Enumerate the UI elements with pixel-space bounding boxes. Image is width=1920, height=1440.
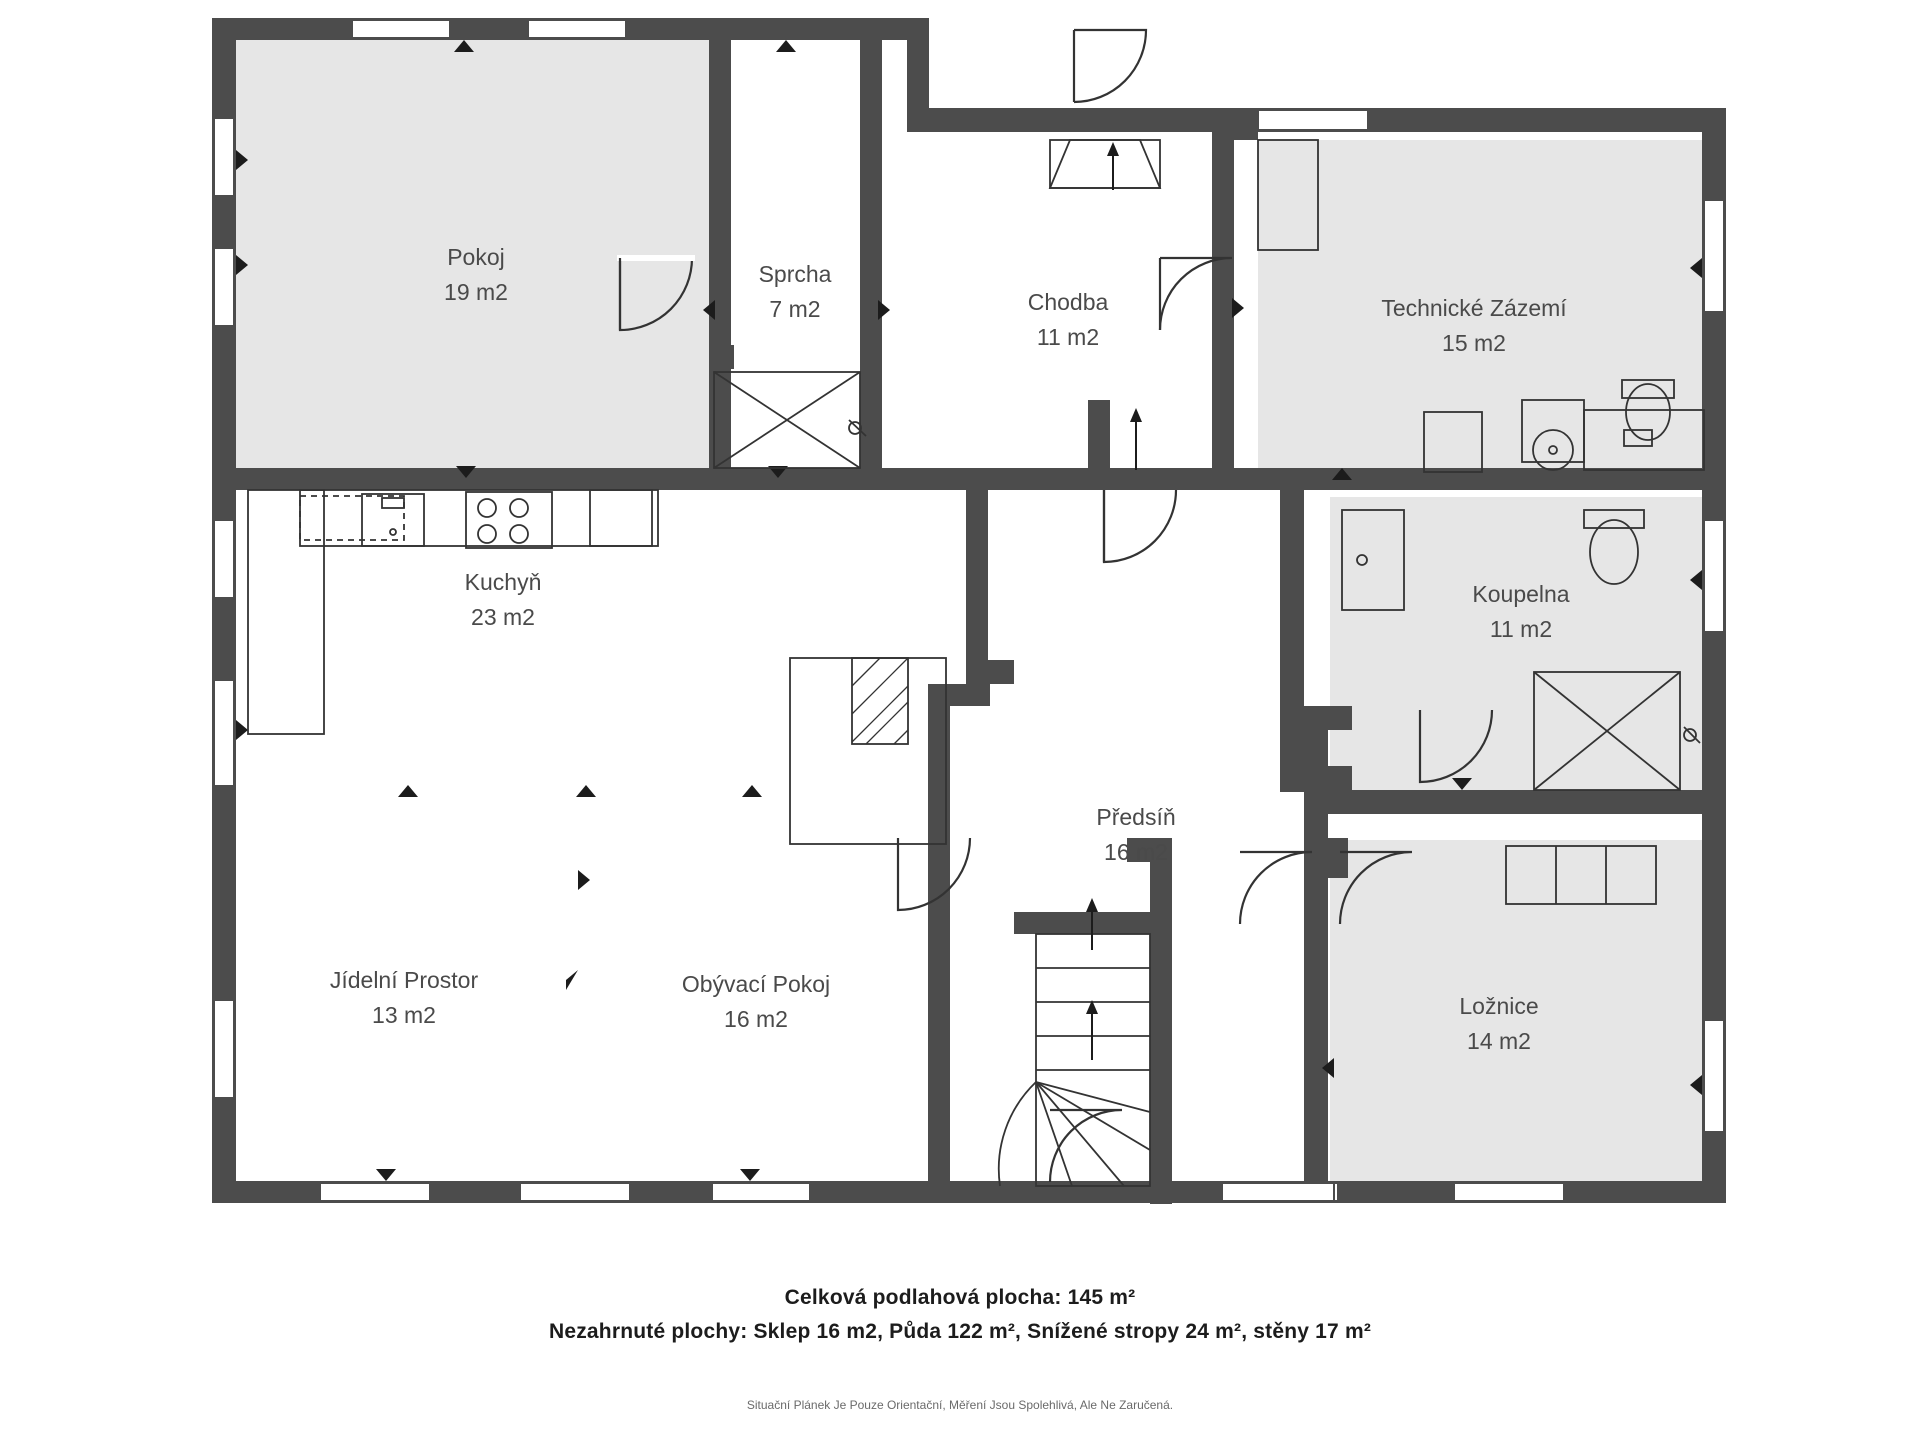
fixture-chodba-hood — [1050, 140, 1160, 188]
wall-living-right-d — [928, 954, 950, 1203]
window-top-3 — [1258, 110, 1368, 130]
fixture-staircase — [999, 934, 1150, 1186]
room-area-loznice: 14 m2 — [1467, 1028, 1531, 1054]
hood-arrow-head — [1107, 142, 1119, 156]
fixture-hearth-area — [790, 658, 946, 844]
excluded-area-text: Nezahrnuté plochy: Sklep 16 m2, Půda 122 m², Snížené stropy 24 m², stěny 17 m² — [548, 1320, 1372, 1343]
door-chodba-corridor — [1104, 490, 1176, 562]
fixture-burner-2 — [510, 499, 528, 517]
room-name-jidelni: Jídelní Prostor — [329, 967, 479, 993]
arrow-bottom-1 — [376, 1169, 396, 1181]
wall-koupelna-bottom — [1304, 790, 1726, 814]
stair-winder-4 — [1036, 1082, 1150, 1112]
room-area-predsin: 16 m2 — [1104, 839, 1168, 865]
wall-koupelna-left — [1280, 490, 1304, 790]
wall-chodba-right — [1212, 108, 1234, 490]
wall-koupelna-step4 — [1280, 766, 1304, 792]
wall-sprcha-ledge — [709, 345, 734, 369]
room-area-sprcha: 7 m2 — [769, 296, 821, 322]
stair-winder-2 — [1036, 1082, 1124, 1186]
room-label-sprcha — [759, 261, 832, 322]
room-name-kuchyn: Kuchyň — [464, 569, 542, 595]
window-top-2 — [528, 20, 626, 38]
wall-sprcha-right — [860, 18, 882, 490]
fixture-kitchen-dishwasher — [300, 496, 404, 540]
fixture-kitchen-counter-top — [300, 490, 652, 546]
fixture-sink-drain — [390, 529, 396, 535]
door-pokoj-gap — [617, 255, 695, 261]
room-area-pokoj: 19 m2 — [444, 279, 508, 305]
door-predsin-loznice-1 — [1240, 852, 1312, 924]
arrow-mid-5 — [566, 970, 578, 990]
door-entry-top — [1074, 30, 1146, 102]
wall-stair-left — [1014, 912, 1036, 934]
fixture-burner-4 — [510, 525, 528, 543]
room-name-pokoj: Pokoj — [447, 244, 505, 270]
room-area-jidelni: 13 m2 — [372, 1002, 436, 1028]
window-bottom-2 — [520, 1183, 630, 1201]
room-area-technicke: 15 m2 — [1442, 330, 1506, 356]
wall-tech-left-top — [1234, 108, 1258, 140]
arrow-window-top-2 — [776, 40, 796, 52]
fixture-burner-3 — [478, 525, 496, 543]
arrow-sprcha-2 — [878, 300, 890, 320]
arrow-mid-2 — [576, 785, 596, 797]
room-area-koupelna: 11 m2 — [1489, 616, 1553, 642]
window-top-1 — [352, 20, 450, 38]
stair-up-arrow-head-2 — [1086, 898, 1098, 912]
room-label-kuchyn — [465, 569, 542, 630]
window-right-2 — [1704, 520, 1724, 632]
fixture-sink — [362, 494, 424, 546]
wall-corridor-stub — [1088, 400, 1110, 490]
room-label-obyvaci — [682, 971, 830, 1032]
wall-predsin-loznice-b — [1304, 872, 1328, 1185]
wall-predsin-loznice-a — [1304, 814, 1328, 872]
room-name-obyvaci: Obývací Pokoj — [681, 971, 831, 997]
arrow-bottom-2 — [740, 1169, 760, 1181]
window-bottom-1 — [320, 1183, 430, 1201]
corridor-arrow-head — [1130, 408, 1142, 422]
room-fill-koupelna — [1330, 497, 1720, 797]
window-bottom-3 — [712, 1183, 810, 1201]
arrow-mid-3 — [742, 785, 762, 797]
arrow-window-left-3 — [236, 720, 248, 740]
room-name-chodba: Chodba — [1027, 289, 1109, 315]
room-area-kuchyn: 23 m2 — [471, 604, 535, 630]
fixture-chimney-hatch — [852, 658, 908, 744]
stair-winder-3 — [1036, 1082, 1072, 1186]
fixture-burner-1 — [478, 499, 496, 517]
window-bottom-5 — [1454, 1183, 1564, 1201]
window-left-4 — [214, 680, 234, 786]
wall-top-step-vert — [907, 18, 929, 132]
room-name-koupelna: Koupelna — [1472, 581, 1570, 607]
wall-living-right-c — [928, 874, 950, 954]
room-label-jidelni — [330, 967, 479, 1028]
wall-living-right-a — [966, 490, 988, 678]
room-area-chodba: 11 m2 — [1036, 324, 1100, 350]
total-area-text: Celková podlahová plocha: 145 m² — [784, 1286, 1136, 1309]
window-right-1 — [1704, 200, 1724, 312]
room-label-predsin — [1096, 804, 1175, 865]
wall-pokoj-sprcha — [709, 18, 731, 490]
window-left-1 — [214, 118, 234, 196]
window-right-3 — [1704, 1020, 1724, 1132]
disclaimer-text: Situační Plánek Je Pouze Orientační, Měření Jsou Spolehlivá, Ale Ne Zaručená. — [746, 1398, 1174, 1412]
wall-loznice-notch — [1328, 838, 1348, 878]
window-left-2 — [214, 248, 234, 326]
wall-koupelna-step1 — [1280, 706, 1352, 730]
stair-curve — [999, 1082, 1036, 1186]
room-area-obyvaci: 16 m2 — [724, 1006, 788, 1032]
wall-living-step-b — [966, 660, 1014, 684]
room-label-chodba — [1028, 289, 1109, 350]
fixture-sink-faucet — [382, 498, 404, 508]
arrow-mid-4 — [578, 870, 590, 890]
arrow-chodba-1 — [1232, 298, 1244, 318]
room-name-technicke: Technické Zázemí — [1381, 295, 1567, 321]
room-name-sprcha: Sprcha — [758, 261, 832, 287]
room-name-predsin: Předsíň — [1096, 804, 1176, 830]
window-left-3 — [214, 520, 234, 598]
room-name-loznice: Ložnice — [1459, 993, 1539, 1019]
arrow-mid-1 — [398, 785, 418, 797]
window-left-5 — [214, 1000, 234, 1098]
fixture-kitchen-cabinet — [590, 490, 658, 546]
fixture-chimney — [852, 658, 908, 744]
window-bottom-6 — [1222, 1183, 1334, 1201]
stair-winder-1 — [1036, 1082, 1150, 1150]
fixture-kitchen-counter-left — [248, 490, 324, 734]
wall-stair-right — [1150, 912, 1172, 1204]
